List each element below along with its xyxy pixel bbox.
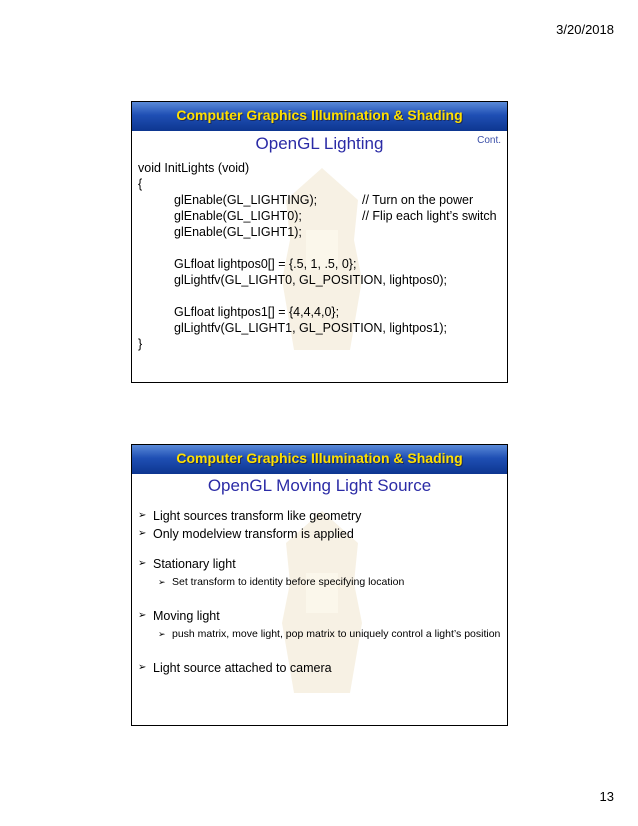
code-line [138,240,447,256]
code-line: glEnable(GL_LIGHT0); // Flip each light’s switch [174,209,497,223]
arrowhead-bullet-icon: ➢ [138,662,147,673]
list-item: ➢ Stationary light [138,557,236,571]
code-line: { [138,177,143,191]
list-item: ➢ Light source attached to camera [138,661,332,675]
code-line: void InitLights (void) [138,161,250,175]
slide-opengl-lighting [131,101,508,383]
arrowhead-bullet-icon: ➢ [158,577,166,587]
bullet-list [138,508,500,676]
continued-label: Cont. [477,135,501,146]
list-subitem: ➢ Set transform to identity before specifying location [158,576,405,588]
arrowhead-bullet-icon: ➢ [138,510,147,521]
code-comment: // Turn on the power [362,193,474,207]
slide-heading: OpenGL Moving Light Source [207,476,432,495]
code-line: glEnable(GL_LIGHT1); [174,225,302,239]
list-item: ➢ Only modelview transform is applied [138,527,354,541]
slide-banner [132,445,507,474]
list-item: ➢ Light sources transform like geometry [138,509,362,523]
code-line: } [138,337,143,351]
page-date: 3/20/2018 [556,22,614,37]
banner-title: Computer Graphics Illumination & Shading [176,107,463,123]
code-line [138,288,447,304]
slide-moving-light-source [131,444,508,726]
arrowhead-bullet-icon: ➢ [138,528,147,539]
slide-banner [132,102,507,131]
arrowhead-bullet-icon: ➢ [138,610,147,621]
code-line: glLightfv(GL_LIGHT0, GL_POSITION, lightpos0); [174,273,448,287]
code-block [138,160,497,352]
code-line: glEnable(GL_LIGHTING); // Turn on the power [174,193,474,207]
list-item: ➢ Moving light [138,609,220,623]
page-number: 13 [599,789,614,804]
arrowhead-bullet-icon: ➢ [138,558,147,569]
code-comment: // Flip each light’s switch [362,209,497,223]
banner-title: Computer Graphics Illumination & Shading [176,450,463,466]
code-line: GLfloat lightpos1[] = {4,4,4,0}; [174,305,340,319]
code-line: glLightfv(GL_LIGHT1, GL_POSITION, lightpos1); [174,321,448,335]
arrowhead-bullet-icon: ➢ [158,629,166,639]
slide-heading: OpenGL Lighting [255,134,384,153]
list-subitem: ➢ push matrix, move light, pop matrix to uniquely control a light’s position [158,628,501,640]
code-line: GLfloat lightpos0[] = {.5, 1, .5, 0}; [174,257,357,271]
